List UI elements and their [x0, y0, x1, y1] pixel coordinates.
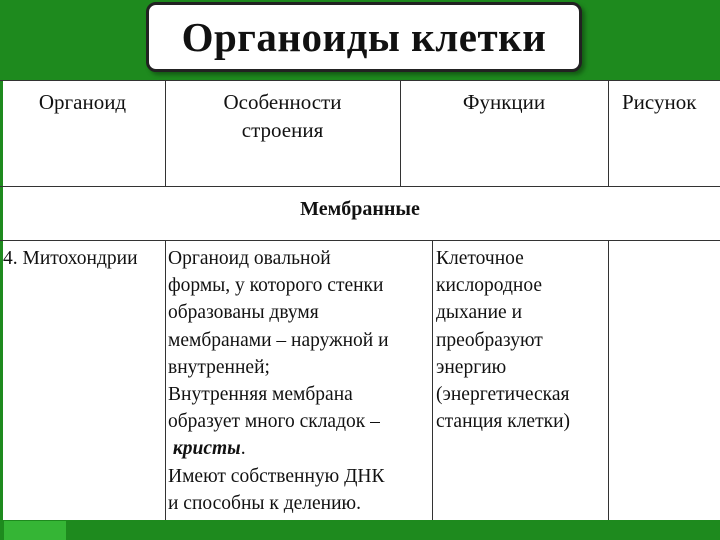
- structure-line: Органоид овальной: [168, 248, 331, 269]
- header-structure: [165, 88, 400, 144]
- row-structure: [168, 245, 430, 517]
- header-structure-line2: строения: [241, 118, 324, 142]
- section-membrane: Мембранные: [300, 198, 420, 220]
- function-line: Клеточное: [436, 248, 524, 269]
- function-line: дыхание и: [436, 302, 523, 324]
- structure-line: и способны к делению.: [168, 492, 362, 514]
- header-picture: Рисунок: [622, 90, 697, 114]
- footer-band: [0, 520, 720, 540]
- emph-suffix: .: [240, 438, 246, 460]
- structure-line: образованы двумя: [168, 302, 319, 324]
- structure-line: внутренней;: [168, 356, 270, 378]
- function-line: (энергетическая: [436, 383, 570, 405]
- header-structure-line1: Особенности: [223, 90, 342, 114]
- structure-line: формы, у которого стенки: [168, 275, 384, 297]
- header-functions: Функции: [462, 90, 546, 114]
- header-divider: [0, 186, 720, 187]
- row-picture-cell: [609, 241, 720, 520]
- structure-line: Внутренняя мембрана: [168, 383, 353, 405]
- structure-line: Имеют собственную ДНК: [168, 465, 385, 487]
- col-divider-2b: [432, 240, 433, 520]
- row-functions: [436, 245, 608, 435]
- function-line: кислородное: [436, 275, 542, 297]
- row-organoid-name: 4. Митохондрии: [3, 248, 138, 269]
- organoid-table: [0, 80, 720, 520]
- structure-line: мембранами – наружной и: [168, 329, 389, 351]
- table-border-top: [0, 80, 720, 81]
- header-organoid: Органоид: [38, 90, 127, 114]
- structure-emph-line: [168, 435, 430, 462]
- footer-accent-square: [4, 521, 66, 540]
- function-line: станция клетки): [436, 411, 571, 433]
- function-line: энергию: [436, 356, 507, 378]
- col-divider-1b: [165, 240, 166, 520]
- structure-line: образует много складок –: [168, 411, 380, 433]
- page-title: Органоиды клетки: [181, 14, 547, 60]
- title-box: [146, 2, 582, 72]
- term-cristae: кристы: [172, 438, 241, 460]
- function-line: преобразуют: [436, 329, 543, 351]
